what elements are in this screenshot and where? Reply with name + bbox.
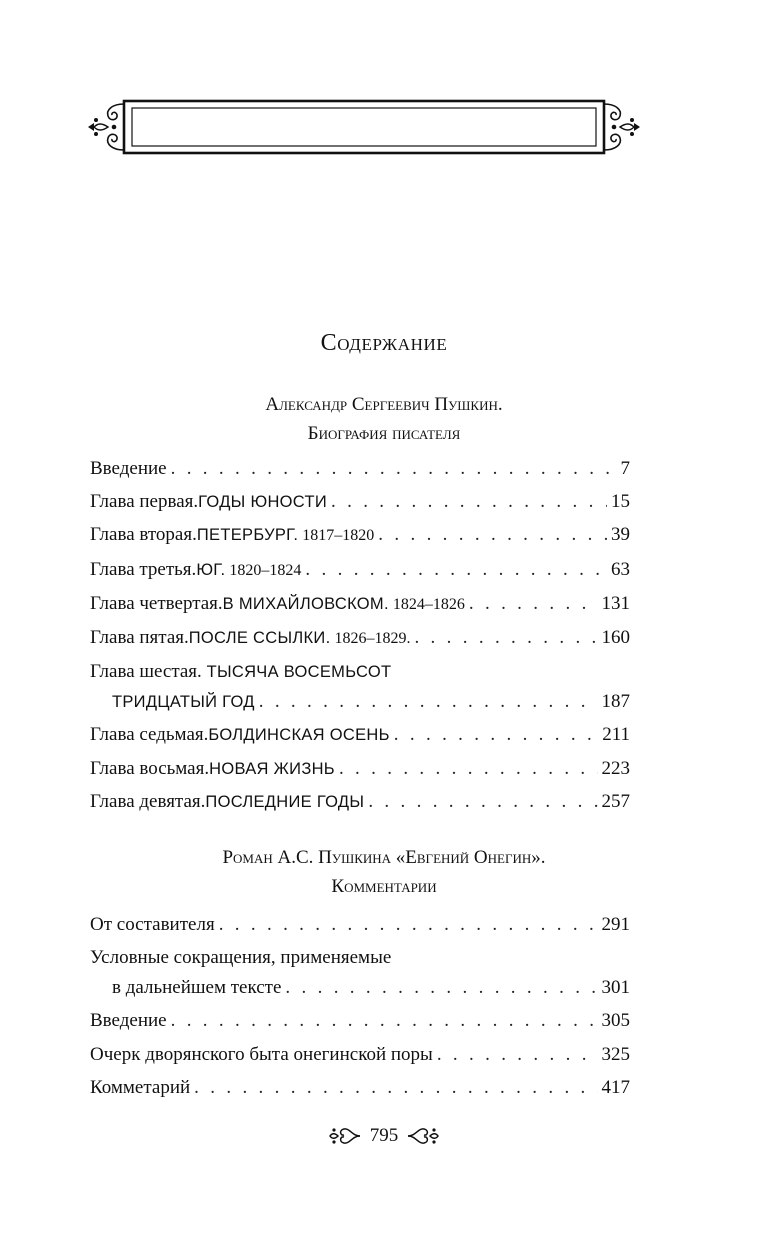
entry-title-cont: в дальнейшем тексте (112, 977, 282, 999)
entry-page: 325 (601, 1043, 630, 1065)
entry-caps-title: ПЕТЕРБУРГ. (196, 526, 299, 545)
entry-caps-title: В МИХАЙЛОВСКОМ. (222, 594, 389, 613)
entry-page: 15 (611, 491, 630, 513)
entry-page: 305 (601, 1010, 630, 1032)
toc-entry[interactable] (90, 1006, 630, 1036)
toc-list-commentary (90, 910, 630, 1106)
entry-page: 39 (611, 524, 630, 546)
dot-leader (259, 687, 598, 717)
entry-title: Глава седьмая. (90, 724, 209, 746)
toc-entry[interactable] (90, 454, 630, 484)
entry-title: Глава пятая. (90, 626, 189, 648)
entry-page: 160 (601, 626, 630, 648)
dot-leader (331, 487, 607, 517)
entry-caps-title: ТЫСЯЧА ВОСЕМЬСОТ (206, 663, 392, 682)
entry-title: Глава шестая. (90, 661, 207, 683)
toc-entry[interactable] (90, 555, 630, 586)
toc-entry[interactable] (90, 943, 630, 1003)
section-heading-line: Александр Сергеевич Пушкин. (265, 394, 503, 415)
entry-page: 417 (601, 1076, 630, 1098)
entry-years: 1820–1824 (229, 561, 302, 579)
toc-entry[interactable] (90, 787, 630, 817)
toc-entry[interactable] (90, 720, 630, 750)
page-number: 795 (369, 1125, 399, 1146)
entry-title: Введение (90, 1010, 167, 1032)
entry-title: Глава третья. (90, 558, 197, 580)
dot-leader (469, 589, 598, 619)
entry-title: Глава девятая. (90, 790, 206, 812)
section-heading-line: Биография писателя (307, 423, 461, 444)
dot-leader (285, 973, 597, 1003)
entry-caps-title: ЮГ. (196, 560, 226, 579)
entry-title: Условные сокращения, применяемые (90, 947, 392, 969)
dot-leader (378, 520, 607, 550)
entry-page: 187 (601, 691, 630, 713)
entry-caps-title: БОЛДИНСКАЯ ОСЕНЬ (208, 726, 390, 745)
entry-page: 131 (601, 592, 630, 614)
section-heading-line: Комментарии (331, 876, 437, 897)
dot-leader (219, 910, 598, 940)
entry-years: 1824–1826 (392, 595, 465, 613)
entry-page: 301 (601, 977, 630, 999)
dot-leader (171, 454, 617, 484)
entry-page: 257 (601, 790, 630, 812)
dot-leader (394, 720, 598, 750)
entry-years: 1817–1820 (302, 527, 375, 545)
dot-leader (171, 1006, 598, 1036)
toc-entry[interactable] (90, 1040, 630, 1070)
entry-caps-title: НОВАЯ ЖИЗНЬ (209, 759, 335, 778)
dot-leader (305, 555, 607, 585)
entry-caps-title: ГОДЫ ЮНОСТИ (198, 493, 327, 512)
dot-leader (339, 754, 598, 784)
entry-page: 291 (601, 914, 630, 935)
toc-list-biography (90, 454, 630, 820)
scroll-ornament-icon (328, 1124, 362, 1148)
entry-title: Введение (90, 458, 167, 479)
dot-leader (368, 787, 597, 817)
toc-title: Содержание (320, 330, 448, 356)
entry-years: 1826–1829. (334, 629, 411, 647)
entry-caps-title: ПОСЛЕДНИЕ ГОДЫ (205, 792, 365, 811)
entry-title: От составителя (90, 914, 215, 935)
ornamental-frame-icon (86, 96, 642, 158)
toc-entry[interactable] (90, 589, 630, 620)
header-ornament (86, 96, 642, 158)
entry-title: Глава восьмая. (90, 757, 210, 779)
toc-entry[interactable] (90, 623, 630, 654)
dot-leader (437, 1040, 598, 1070)
entry-page: 223 (601, 757, 630, 779)
section-heading-commentary (0, 843, 768, 901)
page-footer (0, 1119, 768, 1153)
dot-leader (414, 623, 597, 653)
entry-title: Очерк дворянского быта онегинской поры (90, 1043, 433, 1065)
section-heading-biography (0, 390, 768, 448)
toc-entry[interactable] (90, 487, 630, 517)
dot-leader (194, 1073, 597, 1103)
toc-entry[interactable] (90, 754, 630, 784)
toc-entry[interactable] (90, 520, 630, 551)
toc-entry[interactable] (90, 1073, 630, 1103)
entry-title: Глава вторая. (90, 524, 197, 546)
scroll-ornament-icon (406, 1124, 440, 1148)
entry-page: 211 (602, 724, 630, 746)
entry-page: 7 (620, 458, 630, 479)
toc-entry[interactable] (90, 910, 630, 940)
entry-caps-title: ПОСЛЕ ССЫЛКИ. (188, 628, 331, 647)
entry-title: Глава первая. (90, 491, 199, 513)
toc-entry[interactable] (90, 657, 630, 717)
entry-title: Комметарий (90, 1076, 191, 1098)
section-heading-line: Роман А.С. Пушкина «Евгений Онегин». (222, 847, 546, 868)
entry-caps-title-cont: ТРИДЦАТЫЙ ГОД (112, 693, 255, 712)
entry-title: Глава четвертая. (90, 592, 223, 614)
entry-page: 63 (611, 558, 630, 580)
